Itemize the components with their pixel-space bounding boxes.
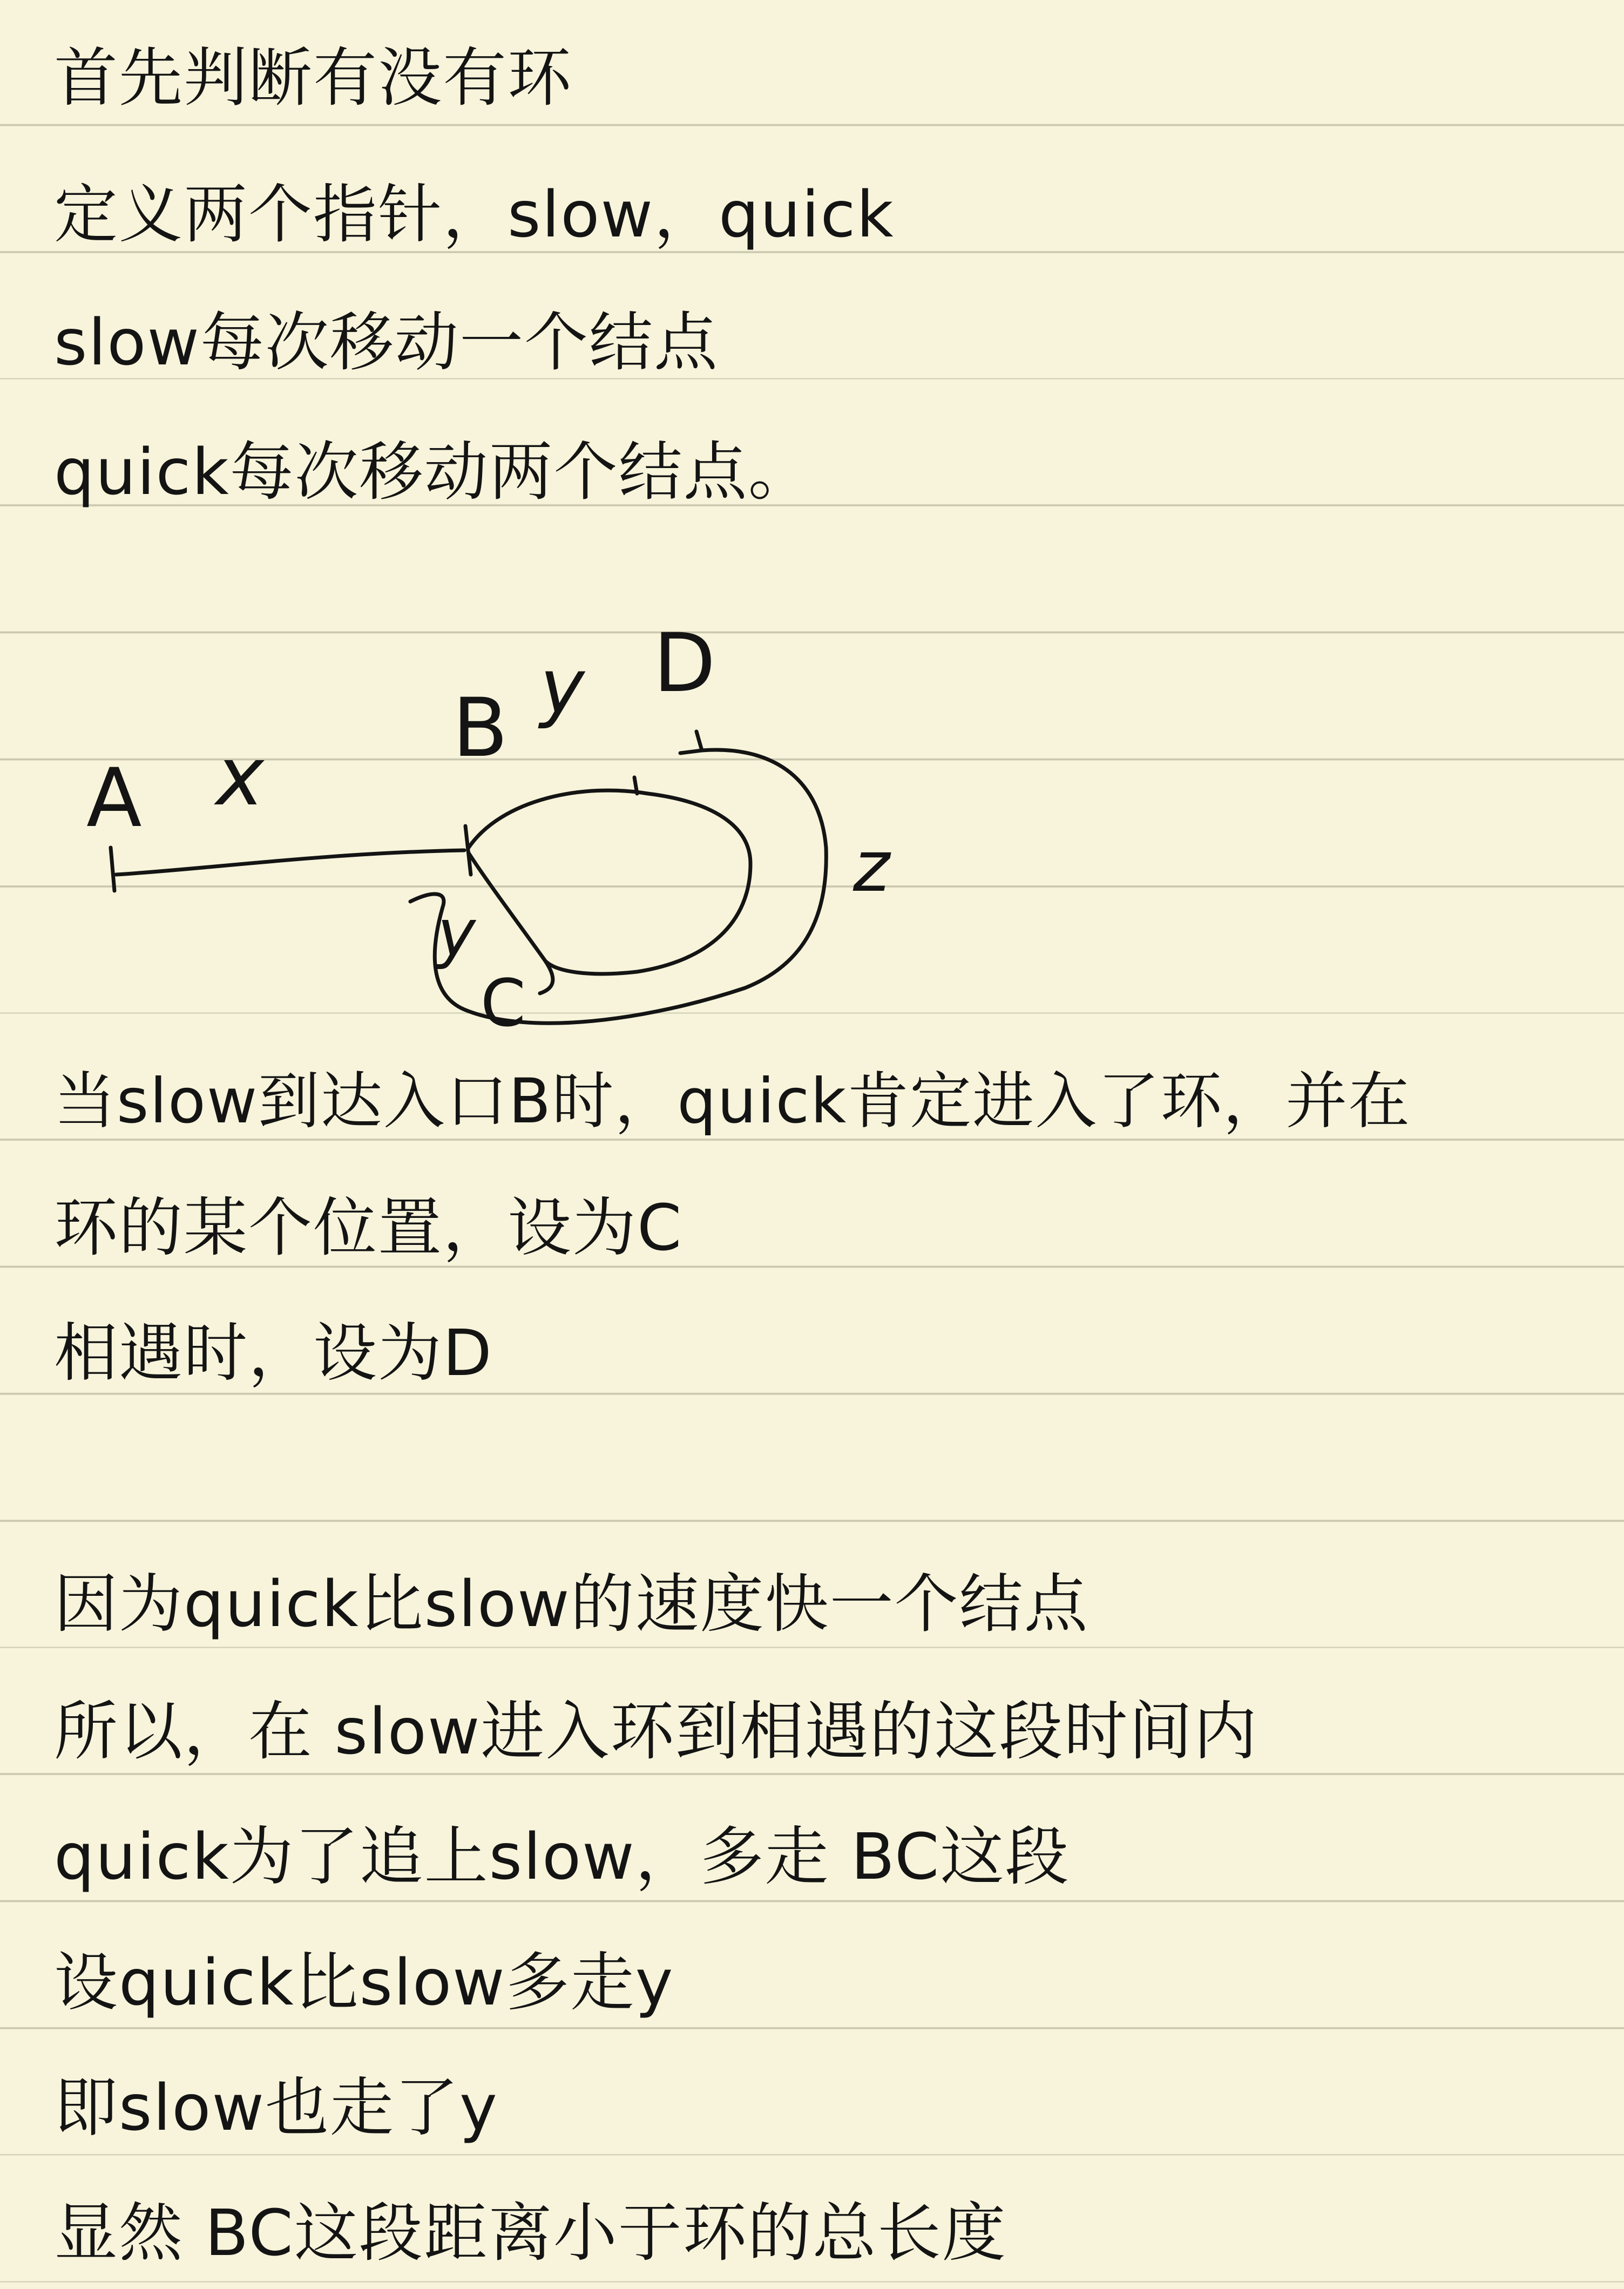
conclusion-line-3: quick为了追上slow，多走 BC这段 <box>54 1819 1070 1894</box>
label-point-b: B <box>452 681 508 775</box>
label-segment-z: z <box>853 825 890 908</box>
conclusion-line-4: 设quick比slow多走y <box>54 1945 674 2020</box>
linked-list-cycle-diagram <box>0 621 972 1053</box>
label-point-d: D <box>653 621 716 710</box>
conclusion-line-6: 显然 BC这段距离小于环的总长度 <box>54 2196 1007 2270</box>
point-d-tick <box>634 777 637 794</box>
conclusion-line-5: 即slow也走了y <box>54 2070 498 2145</box>
intro-line-2: 定义两个指针，slow，quick <box>54 177 895 252</box>
label-segment-y-bottom: y <box>437 896 476 971</box>
label-segment-x: x <box>216 730 264 824</box>
intro-line-1: 首先判断有没有环 <box>54 40 573 115</box>
segment-ab-line <box>116 850 464 875</box>
intro-line-3: slow每次移动一个结点 <box>54 305 719 380</box>
conclusion-line-2: 所以，在 slow进入环到相遇的这段时间内 <box>54 1694 1258 1769</box>
middle-line-1: 当slow到达入口B时，quick肯定进入了环，并在 <box>54 1065 1411 1137</box>
label-segment-y-top: y <box>540 643 585 731</box>
point-a-tick <box>111 848 114 891</box>
intro-line-4: quick每次移动两个结点。 <box>54 435 813 509</box>
inner-ring <box>469 790 750 974</box>
middle-line-2: 环的某个位置，设为C <box>54 1190 683 1265</box>
label-point-a: A <box>86 751 142 845</box>
conclusion-line-1: 因为quick比slow的速度快一个结点 <box>54 1567 1089 1641</box>
label-point-c: C <box>481 966 526 1041</box>
middle-line-3: 相遇时，设为D <box>54 1316 493 1390</box>
arrow-near-d <box>680 732 702 753</box>
point-b-tick <box>465 826 471 875</box>
